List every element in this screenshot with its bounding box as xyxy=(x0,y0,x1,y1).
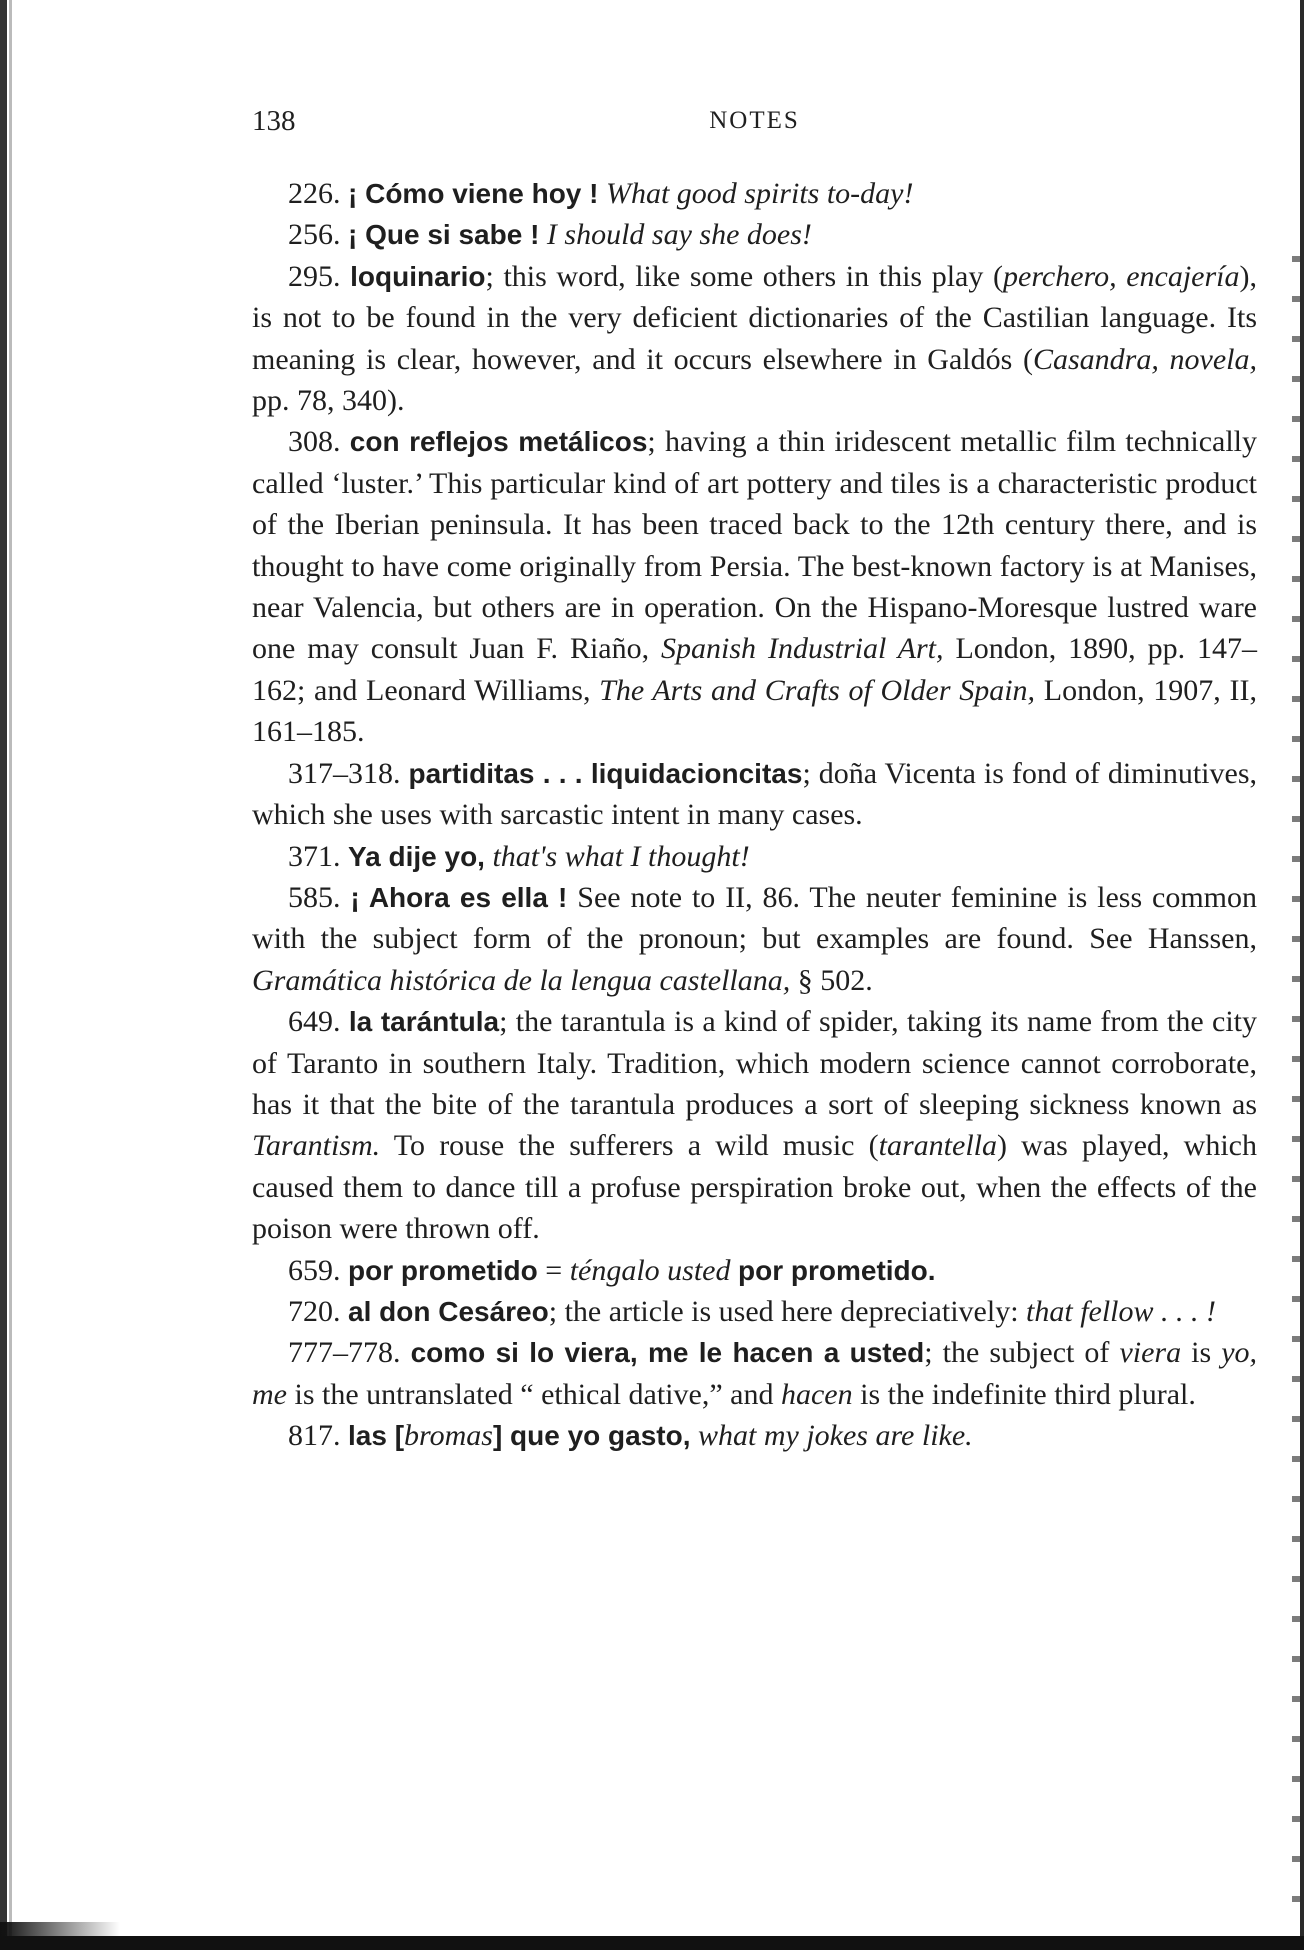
note-line-number: 226. xyxy=(288,177,341,210)
note-line-number: 295. xyxy=(288,259,341,293)
note-headword: partiditas . . . liquidacioncitas xyxy=(408,757,803,789)
note-entry xyxy=(252,1001,1257,1249)
note-italic-text: what my jokes are like. xyxy=(698,1419,973,1453)
note-text xyxy=(731,1254,739,1287)
note-line-number: 720. xyxy=(288,1294,341,1328)
scan-right-shadow xyxy=(1292,250,1300,1950)
note-text: § 502. xyxy=(790,963,873,997)
note-text xyxy=(598,177,606,210)
note-line-number: 817. xyxy=(288,1419,341,1453)
note-text: London, 1907, II, 161–185. xyxy=(252,673,1257,749)
note-text: ), is not to be found in the very deficient dictionaries of the Castilian language. Its meaning is clear, however, and it occurs elsewhere in Galdós ( xyxy=(252,259,1257,376)
note-text: ; doña Vicenta is fond of diminutives, which she uses with sarcastic intent in many cases. xyxy=(252,756,1257,832)
note-headword: por prometido. xyxy=(738,1254,936,1286)
note-entry xyxy=(252,1332,1257,1415)
note-italic-text: tarantella xyxy=(878,1129,997,1163)
notes-list xyxy=(252,173,1257,1457)
note-italic-text: téngalo usted xyxy=(569,1253,731,1287)
scan-bottom-smudge xyxy=(0,1922,120,1936)
note-text: ; the subject of xyxy=(924,1336,1120,1370)
note-text: London, 1890, pp. 147–162; and Leonard Williams, xyxy=(252,632,1258,707)
note-text: ; this word, like some others in this play ( xyxy=(485,259,1003,293)
note-italic-text: hacen xyxy=(780,1377,853,1411)
note-text: To rouse the sufferers a wild music ( xyxy=(380,1129,879,1163)
scan-bottom-edge xyxy=(0,1936,1304,1950)
note-headword: la tarántula xyxy=(348,1006,500,1038)
note-line-number: 371. xyxy=(288,839,341,873)
note-italic-text: that fellow . . . ! xyxy=(1026,1294,1217,1328)
note-entry xyxy=(252,421,1257,752)
note-italic-text: that's what I thought! xyxy=(492,839,750,873)
scan-right-edge xyxy=(1300,0,1304,1950)
note-text xyxy=(691,1419,699,1452)
note-text xyxy=(539,218,547,251)
note-text: See note to II, 86. The neuter feminine is less common with the subject form of the pronoun; but examples are found. See Hanssen, xyxy=(252,880,1257,956)
note-line-number: 649. xyxy=(288,1005,341,1039)
note-italic-text: Spanish Industrial Art, xyxy=(661,632,944,666)
note-text: ; having a thin iridescent metallic film technically called ‘luster.’ This particular kind of art pottery and tiles is a characteristic product of the Iberian peninsula. It has been traced back to the 12th century there, and is thought to have come originally from Persia. The best-known factory is at Manises, near Valencia, but others are in operation. On the Hispano-Moresque lustred ware one may consult Juan F. Riaño, xyxy=(252,425,1257,666)
page xyxy=(252,105,1257,1457)
note-italic-text: me xyxy=(252,1377,287,1411)
note-italic-text: Casandra, novela, xyxy=(1032,342,1257,376)
note-headword: como si lo viera, me le hacen a usted xyxy=(410,1337,925,1369)
note-headword: con reflejos metálicos xyxy=(349,426,648,458)
note-text: is xyxy=(1181,1336,1222,1370)
note-entry xyxy=(252,256,1257,422)
note-line-number: 317–318. xyxy=(288,756,401,790)
note-text: = xyxy=(537,1253,570,1287)
note-headword: ¡ Ahora es ella ! xyxy=(350,881,568,913)
note-italic-text: viera xyxy=(1119,1336,1182,1370)
note-entry xyxy=(252,1291,1257,1332)
note-headword: por prometido xyxy=(348,1254,538,1286)
note-text: ) was played, which caused them to dance till a profuse perspiration broke out, when the effects of the poison were thrown off. xyxy=(252,1129,1257,1246)
scan-left-edge xyxy=(0,0,7,1950)
note-text: pp. 78, 340). xyxy=(252,384,405,418)
note-text: ; the tarantula is a kind of spider, taking its name from the city of Taranto in southern Italy. Tradition, which modern science cannot corroborate, has it that the bite of the tarantula produces a sort of sleeping sickness known as xyxy=(252,1005,1257,1121)
note-italic-text: The Arts and Crafts of Older Spain, xyxy=(599,673,1036,707)
note-entry xyxy=(252,836,1257,877)
note-entry xyxy=(252,1415,1257,1456)
note-line-number: 308. xyxy=(288,425,341,459)
note-italic-text: perchero, encajería xyxy=(1003,259,1240,293)
note-headword: ¡ Que si sabe ! xyxy=(348,219,540,251)
running-header xyxy=(252,105,1257,147)
note-headword: al don Cesáreo xyxy=(348,1295,549,1327)
note-italic-text: Gramática histórica de la lengua castellana, xyxy=(252,963,791,997)
note-italic-text: Tarantism. xyxy=(252,1129,381,1163)
note-italic-text: What good spirits to-day! xyxy=(605,177,914,210)
note-entry xyxy=(252,753,1257,836)
note-italic-text: I should say she does! xyxy=(546,218,812,252)
page-number: 138 xyxy=(252,105,296,137)
note-entry xyxy=(252,214,1257,255)
scan-left-edge-inner xyxy=(9,0,12,1950)
page-title: NOTES xyxy=(709,107,800,134)
note-headword: ¡ Cómo viene hoy ! xyxy=(348,178,599,209)
note-headword: Ya dije yo, xyxy=(348,840,485,872)
note-headword: las [ xyxy=(348,1420,405,1452)
note-entry xyxy=(252,173,1257,214)
note-line-number: 777–778. xyxy=(288,1336,401,1370)
note-text: is the indefinite third plural. xyxy=(852,1377,1196,1411)
note-headword: loquinario xyxy=(350,260,486,292)
note-line-number: 585. xyxy=(288,880,341,914)
note-text: ; the article is used here depreciatively: xyxy=(548,1294,1027,1328)
note-entry xyxy=(252,877,1257,1001)
note-line-number: 659. xyxy=(288,1253,341,1287)
note-text: is the untranslated “ ethical dative,” and xyxy=(286,1377,781,1411)
note-entry xyxy=(252,1250,1257,1291)
note-italic-text: yo, xyxy=(1221,1336,1258,1370)
note-headword: ] que yo gasto, xyxy=(492,1420,691,1452)
note-italic-text: bromas xyxy=(404,1419,493,1453)
note-line-number: 256. xyxy=(288,218,341,252)
